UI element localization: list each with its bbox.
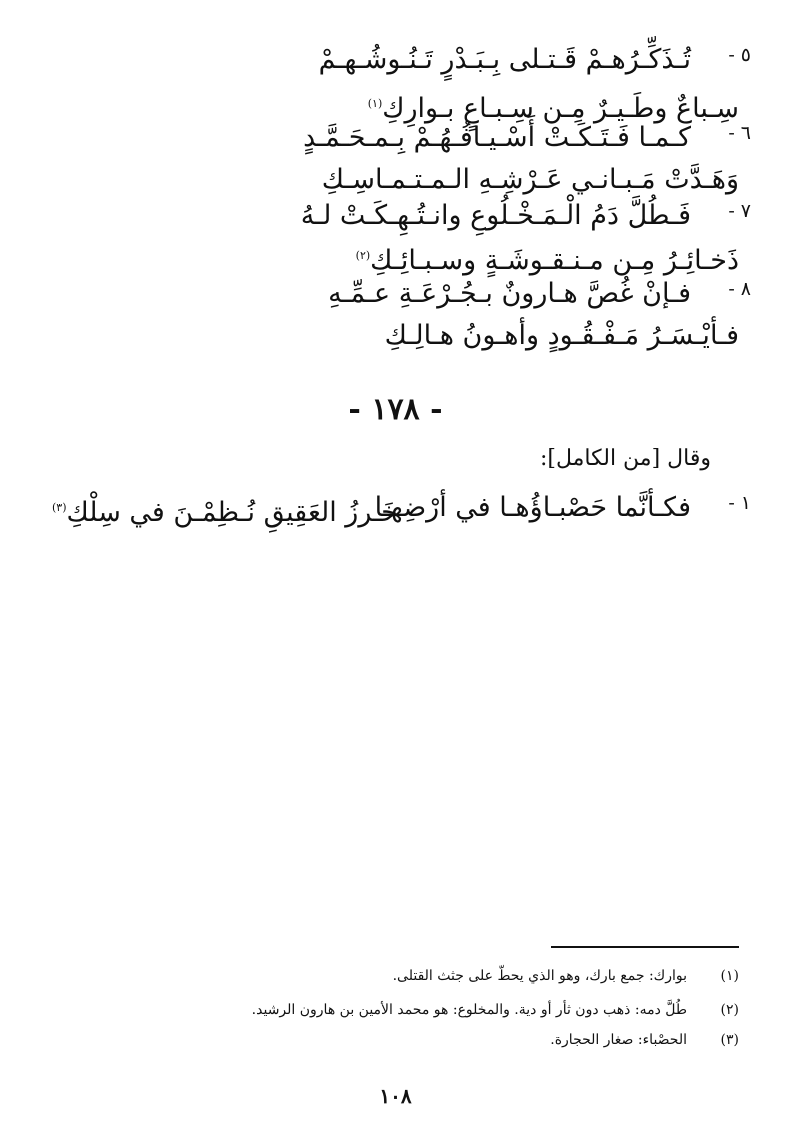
footnote-text: طُلَّ دمه: ذهب دون ثأر أو دية. والمخلوع: هو محمد الأمين بن هارون الرشيد.	[251, 1002, 687, 1018]
footnote-number: (١)	[720, 968, 739, 984]
verse-second-hemistich: وَهَـدَّتْ مَـبـانـي عَـرْشِـهِ الـمـتـمـاسِـكِ	[321, 164, 739, 195]
verse-8-line-1	[0, 274, 791, 314]
footnote-number: (٢)	[720, 1002, 739, 1018]
footnote-marker: (٣)	[52, 501, 67, 514]
verse-second-hemistich: خَـرزُ العَقِيقِ نُـظِمْـنَ في سِلْكِ$^{(٣)}$	[52, 497, 398, 528]
verse-first-hemistich: تُـذَكِّـرُهـمْ قَـتـلى بِـبَـدْرٍ تَـنُـوشُـهـمْ	[318, 44, 691, 75]
footnote-separator	[551, 946, 739, 948]
footnote-marker: (١)	[367, 97, 383, 110]
page-number: ١٠٨	[379, 1084, 412, 1108]
verse-number: ٧ -	[728, 200, 751, 222]
footnote-1	[49, 968, 739, 992]
verse-second-hemistich: سِـباعٌ وطَـيـرٌ مِـن سِـبـاعٍ بـوارِكِ$^{(١)}$	[367, 93, 739, 124]
verse-number: ٦ -	[728, 122, 751, 144]
poem-intro: وقال [من الكامل]:	[539, 446, 711, 471]
footnote-text: بوارك: جمع بارك، وهو الذي يحطّ على جثث القتلى.	[392, 968, 687, 984]
verse-7-line-1	[0, 196, 791, 236]
verse-second-hemistich: فـأيْـسَـرُ مَـفْـقُـودٍ وأهـونُ هـالِـكِ	[384, 320, 739, 351]
verse-first-hemistich: فكـأنَّما حَصْبـاؤُهـا في أرْضِهـا	[374, 492, 691, 523]
verse-number: ٥ -	[728, 44, 751, 66]
verse-first-hemistich: كـمـا فَـتَـكَـتْ أَسْـيـافُـهُـمْ بِـمـحَـمَّـدٍ	[303, 122, 691, 153]
verse-7-line-2	[0, 236, 791, 276]
verse-second-hemistich: ذَخـائِـرُ مِـن مـنـقـوشَـةٍ وسـبـائِـكِ$^{(٢)}$	[355, 245, 739, 276]
verse-number: ١ -	[728, 492, 751, 514]
footnote-text: الحصْباء: صغار الحجارة.	[550, 1032, 687, 1048]
verse-5-line-1	[0, 40, 791, 80]
verse-first-hemistich: فـإنْ غُصَّ هـارونٌ بـجُـرْعَـةِ عـمِّـهِ	[328, 278, 691, 309]
footnote-2	[49, 1002, 739, 1026]
poem-number-heading: - ١٧٨ -	[348, 392, 443, 427]
footnote-marker: (٢)	[355, 249, 371, 262]
verse-number: ٨ -	[728, 278, 751, 300]
footnote-number: (٣)	[720, 1032, 739, 1048]
verse-8-line-2	[0, 316, 791, 356]
verse-6-line-2	[0, 160, 791, 200]
poem-178-verse-1	[0, 488, 791, 528]
verse-6-line-1	[0, 118, 791, 158]
footnote-3	[49, 1032, 739, 1056]
verse-first-hemistich: فَـطُلَّ دَمُ الْـمَـخْـلُوعِ وانـتُـهِـكَـتْ لـهُ	[300, 200, 691, 231]
